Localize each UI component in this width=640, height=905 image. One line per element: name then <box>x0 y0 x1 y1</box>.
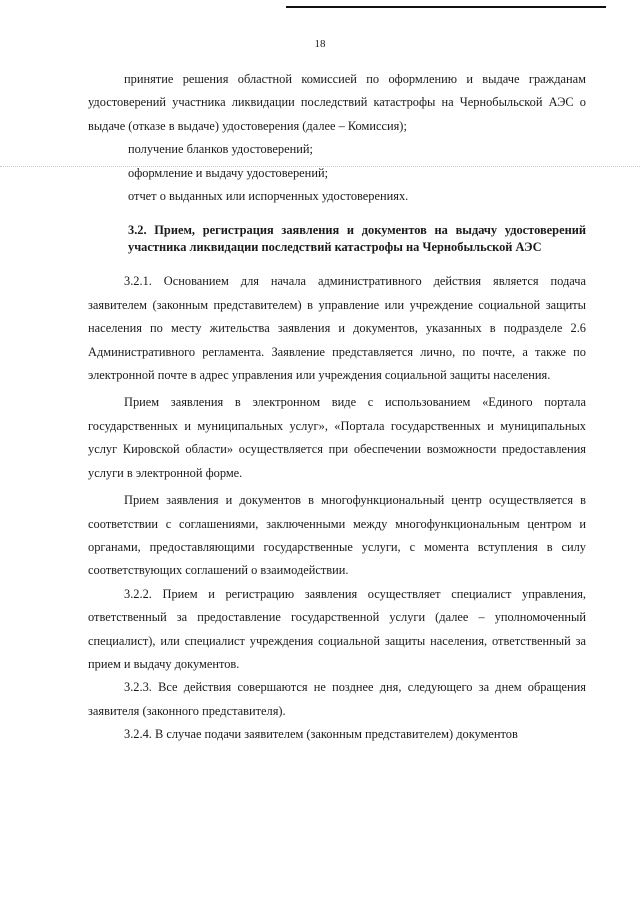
paragraph-3-2-4: 3.2.4. В случае подачи заявителем (законным представителем) документов <box>124 727 518 742</box>
paragraph-3-2-1: 3.2.1. Основанием для начала административного действия является подача заявителем (законным представителем) в управление или учреждение социальной защиты населения по месту жительства заявления и документов, указанных в подразделе 2.6 Административного регламента. Заявление представляется лично, по почте, а также по электронной почте в адрес управления или учреждения социальной защиты населения. <box>88 274 586 383</box>
paragraph-electronic-submission: Прием заявления в электронном виде с использованием «Единого портала государственных и муниципальных услуг», «Портала государственных и муниципальных услуг Кировской области» осуществляется при обеспечении возможности предоставления услуги в электронной форме. <box>88 395 586 480</box>
paragraph-mfc-submission: Прием заявления и документов в многофункциональный центр осуществляется в соответствии с соглашениями, заключенными между многофункциональным центром и органами, предоставляющими государственные услуги, с момента вступления в силу соответствующих соглашений о взаимодействии. <box>88 493 586 578</box>
top-rule <box>286 6 606 8</box>
paragraph-3-2-2: 3.2.2. Прием и регистрацию заявления осуществляет специалист управления, ответственный за предоставление государственной услуги (далее – уполномоченный специалист), или специалист учреждения социальной защиты населения, ответственный за прием и выдачу документов. <box>88 586 586 671</box>
list-item-blanks: получение бланков удостоверений; <box>128 142 313 157</box>
page-number: 18 <box>314 38 326 50</box>
paragraph-commission: принятие решения областной комиссией по оформлению и выдаче гражданам удостоверений участника ликвидации последствий катастрофы на Чернобыльской АЭС о выдаче (отказе в выдаче) удостоверения (далее – Комиссия); <box>88 72 586 133</box>
list-item-issuance: оформление и выдачу удостоверений; <box>128 165 329 180</box>
paragraph-3-2-3: 3.2.3. Все действия совершаются не позднее дня, следующего за днем обращения заявителя (законного представителя). <box>88 680 586 718</box>
document-body <box>88 68 586 747</box>
list-item-report: отчет о выданных или испорченных удостоверениях. <box>128 189 409 204</box>
section-heading-3-2: 3.2. Прием, регистрация заявления и документов на выдачу удостоверений участника ликвидации последствий катастрофы на Чернобыльской АЭС <box>128 223 586 255</box>
